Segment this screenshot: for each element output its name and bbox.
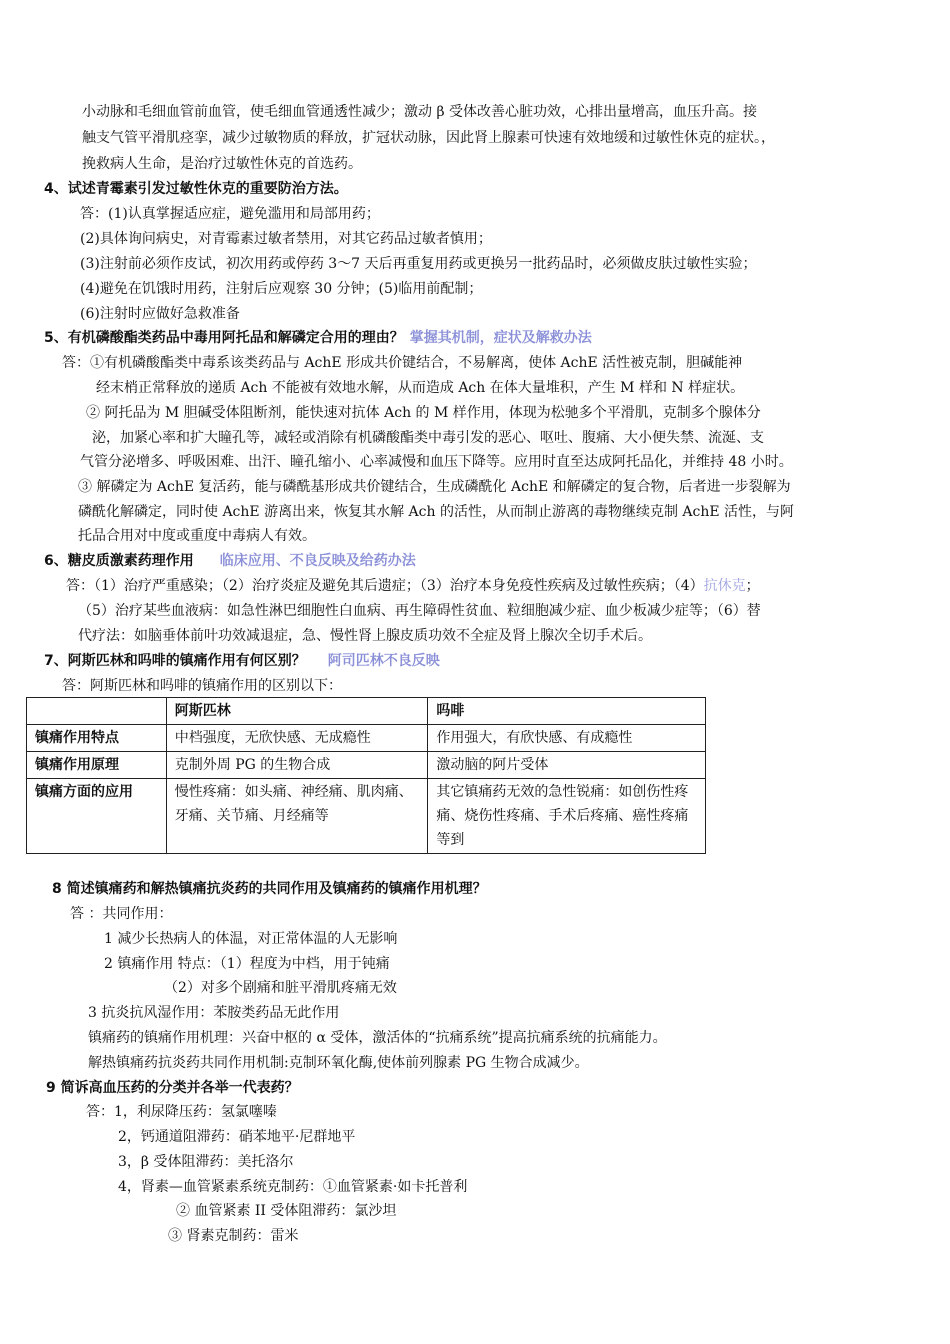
answer-line	[66, 576, 760, 596]
answer-line: ② 血管紧素 II 受体阻滞药：氯沙坦	[176, 1203, 397, 1219]
question-7-title: 7、阿斯匹林和吗啡的镇痛作用有何区别？	[44, 653, 306, 669]
answer-line: （5）治疗某些血液病：如急性淋巴细胞性白血病、再生障碍性贫血、粒细胞减少症、血少板减少症等；（6）替	[78, 603, 761, 619]
answer-line: (3)注射前必须作皮试，初次用药或停药 3～7 天后再重复用药或更换另一批药品时，必须做皮肤过敏性实验；	[80, 256, 757, 272]
table-cell: 慢性疼痛：如头痛、神经痛、肌肉痛、牙痛、关节痛、月经痛等	[166, 779, 428, 854]
answer-line: 答：(1)认真掌握适应症，避免滥用和局部用药；	[80, 206, 380, 222]
answer-text: ；	[745, 578, 760, 594]
table-cell: 作用强大，有欣快感、有成瘾性	[428, 725, 706, 752]
answer-line: 答：阿斯匹林和吗啡的镇痛作用的区别以下：	[62, 678, 342, 694]
comparison-table	[26, 697, 706, 854]
table-header-cell	[27, 698, 167, 725]
table-cell: 其它镇痛药无效的急性锐痛：如创伤性疼痛、烧伤性疼痛、手术后疼痛、癌性疼痛等到	[428, 779, 706, 854]
answer-line: 4，肾素—血管紧素系统克制药：①血管紧素·如卡托普利	[118, 1179, 468, 1195]
answer-line: 解热镇痛药抗炎药共同作用机制:克制环氧化酶,使体前列腺素 PG 生物合成减少。	[88, 1055, 589, 1071]
answer-line: 答：①有机磷酸酯类中毒系该类药品与 AchE 形成共价键结合，不易解离，使体 AchE 活性被克制，胆碱能神	[62, 355, 743, 371]
answer-line: 2，钙通道阻滞药：硝苯地平·尼群地平	[118, 1129, 356, 1145]
answer-line: (4)避免在饥饿时用药，注射后应观察 30 分钟；(5)临用前配制；	[80, 281, 483, 297]
table-cell: 激动脑的阿片受体	[428, 752, 706, 779]
question-4-title: 4、试述青霉素引发过敏性休克的重要防治方法。	[44, 181, 348, 197]
table-row	[27, 725, 706, 752]
question-6-heading	[44, 551, 416, 571]
answer-line: 经末梢正常释放的递质 Ach 不能被有效地水解，从而造成 Ach 在体大量堆积，产生 M 样和 N 样症状。	[96, 380, 745, 396]
question-7-hint: 阿司匹林不良反映	[327, 653, 440, 669]
answer-line: 气管分泌增多、呼吸困难、出汗、瞳孔缩小、心率减慢和血压下降等。应用时直至达成阿托品化，并维持 48 小时。	[80, 454, 793, 470]
question-9-title: 9 简诉高血压药的分类并各举一代表药？	[46, 1080, 299, 1096]
table-header-cell: 吗啡	[428, 698, 706, 725]
table-row-header: 镇痛作用原理	[27, 752, 167, 779]
question-5-hint: 掌握其机制，症状及解救办法	[409, 330, 592, 346]
answer-line: 答：1，利尿降压药：氢氯噻嗪	[86, 1104, 277, 1120]
answer-text-faint: 抗休克	[703, 578, 746, 594]
question-6-hint: 临床应用、不良反映及给药办法	[219, 553, 416, 569]
answer-line: 2 镇痛作用 特点：（1）程度为中档，用于钝痛	[104, 956, 390, 972]
answer-line: (6)注射时应做好急救准备	[80, 306, 240, 322]
answer-line: （2）对多个剧痛和脏平滑肌疼痛无效	[164, 980, 397, 996]
question-5-title: 5、有机磷酸酯类药品中毒用阿托品和解磷定合用的理由？	[44, 330, 404, 346]
answer-line: 代疗法：如脑垂体前叶功效减退症，急、慢性肾上腺皮质功效不全症及肾上腺次全切手术后。	[78, 628, 652, 644]
question-8-title: 8 简述镇痛药和解热镇痛抗炎药的共同作用及镇痛药的镇痛作用机理？	[52, 881, 487, 897]
question-6-title: 6、糖皮质激素药理作用	[44, 553, 194, 569]
table-cell: 克制外周 PG 的生物合成	[166, 752, 428, 779]
table-row	[27, 752, 706, 779]
table-header-cell: 阿斯匹林	[166, 698, 428, 725]
answer-line: 镇痛药的镇痛作用机理：兴奋中枢的 α 受体，激活体的“抗痛系统”提高抗痛系统的抗痛能力。	[88, 1030, 667, 1046]
question-7-heading	[44, 651, 440, 671]
answer-line: 磷酰化解磷定，同时使 AchE 游离出来，恢复其水解 Ach 的活性，从而制止游离的毒物继续克制 AchE 活性，与阿	[78, 504, 795, 520]
answer-line: 托品合用对中度或重度中毒病人有效。	[78, 528, 316, 544]
answer-line: ③ 肾素克制药：雷米	[168, 1228, 299, 1244]
answer-text: 答：（1）治疗严重感染；（2）治疗炎症及避免其后遗症；（3）治疗本身免疫性疾病及过敏性疾病；（4）	[66, 578, 704, 594]
paragraph-line: 挽救病人生命，是治疗过敏性休克的首选药。	[82, 156, 362, 172]
answer-line: ③ 解磷定为 AchE 复活药，能与磷酰基形成共价键结合，生成磷酰化 AchE 和解磷定的复合物，后者进一步裂解为	[78, 479, 791, 495]
table-header-row	[27, 698, 706, 725]
answer-line: 1 减少长热病人的体温，对正常体温的人无影响	[104, 931, 398, 947]
table-row	[27, 779, 706, 854]
answer-line: 3，β 受体阻滞药：美托洛尔	[118, 1154, 294, 1170]
table-row-header: 镇痛作用特点	[27, 725, 167, 752]
answer-line: 答 ：共同作用：	[70, 906, 173, 922]
answer-line: 3 抗炎抗风湿作用：苯胺类药品无此作用	[88, 1005, 340, 1021]
table-cell: 中档强度，无欣快感、无成瘾性	[166, 725, 428, 752]
answer-line: 泌，加紧心率和扩大瞳孔等，减轻或消除有机磷酸酯类中毒引发的恶心、呕吐、腹痛、大小便失禁、流涎、支	[92, 430, 764, 446]
answer-line: (2)具体询问病史，对青霉素过敏者禁用，对其它药品过敏者慎用；	[80, 231, 492, 247]
answer-line: ② 阿托品为 M 胆碱受体阻断剂，能快速对抗体 Ach 的 M 样作用，体现为松驰多个平滑肌，克制多个腺体分	[86, 405, 761, 421]
paragraph-line: 触支气管平滑肌痉挛，减少过敏物质的释放，扩冠状动脉，因此肾上腺素可快速有效地缓和过敏性休克的症状。，	[82, 130, 775, 146]
table-row-header: 镇痛方面的应用	[27, 779, 167, 854]
paragraph-line: 小动脉和毛细血管前血管，使毛细血管通透性减少；激动 β 受体改善心脏功效，心排出量增高，血压升高。接	[82, 104, 757, 120]
question-5-heading	[44, 328, 592, 348]
